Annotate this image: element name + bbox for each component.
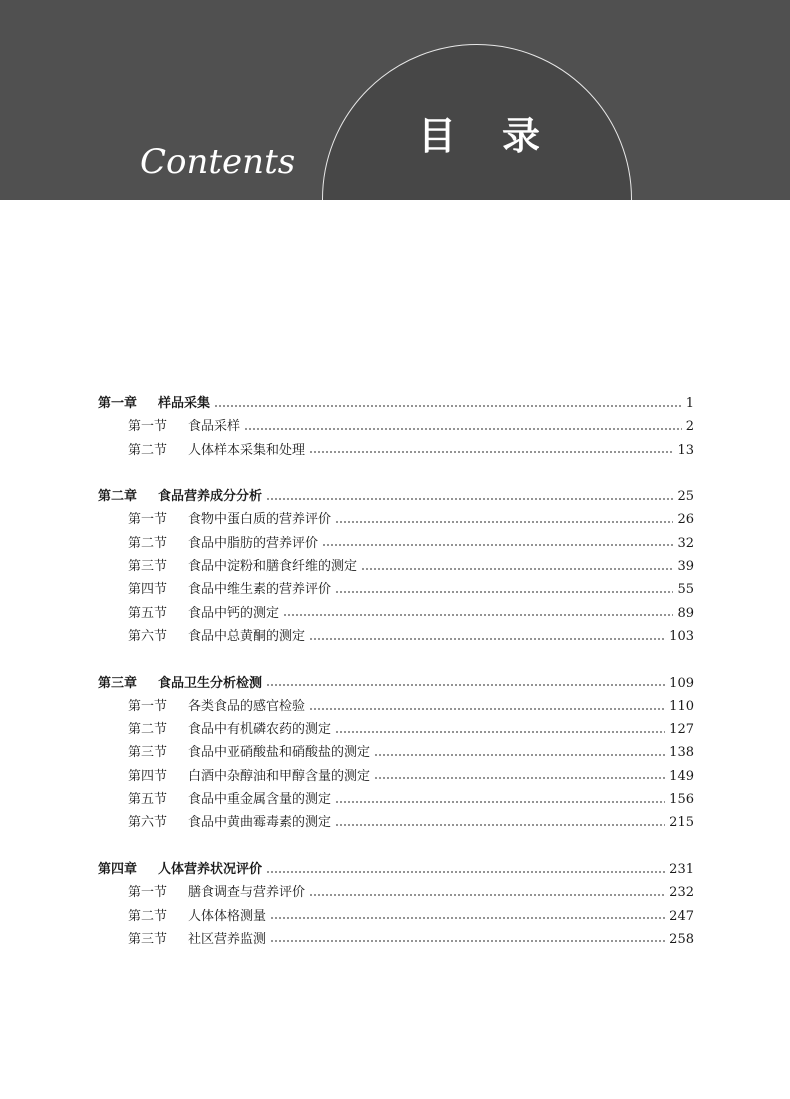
toc-section-entry-page-number: 55: [677, 582, 694, 598]
toc-section-entry-number: 第六节: [128, 815, 168, 831]
toc-chapter-entry[interactable]: [98, 392, 694, 415]
dot-leader: [266, 684, 665, 686]
toc-spacer: [98, 835, 694, 858]
toc-chapter-entry-page-number: 231: [669, 861, 694, 877]
toc-section-entry[interactable]: [98, 741, 694, 764]
toc-section-entry-title: 食品采样: [188, 419, 241, 435]
header-banner: [0, 0, 790, 200]
toc-section-entry-number: 第二节: [128, 722, 168, 738]
dot-leader: [309, 708, 665, 710]
toc-section-entry[interactable]: [98, 602, 694, 625]
toc-section-entry[interactable]: [98, 578, 694, 601]
toc-chapter-entry-page-number: 109: [669, 675, 694, 691]
dot-leader: [322, 544, 673, 546]
toc-section-entry-title: 食品中钙的测定: [188, 605, 280, 621]
toc-section-entry[interactable]: [98, 905, 694, 928]
toc-chapter-entry-title: 人体营养状况评价: [158, 861, 263, 877]
toc-section-entry-title: 食品中重金属含量的测定: [188, 792, 332, 808]
dot-leader: [309, 451, 673, 453]
toc-chapter-entry-number: 第一章: [98, 396, 138, 411]
toc-section-entry-page-number: 247: [669, 908, 694, 924]
toc-chapter-entry[interactable]: [98, 672, 694, 695]
toc-chapter-entry[interactable]: [98, 485, 694, 508]
toc-spacer: [98, 648, 694, 671]
toc-section-entry-page-number: 103: [669, 628, 694, 644]
dot-leader: [335, 591, 673, 593]
toc-section-entry-page-number: 232: [669, 885, 694, 901]
toc-section-entry-number: 第一节: [128, 512, 168, 528]
dot-leader: [283, 614, 673, 616]
toc-section-entry-number: 第二节: [128, 535, 168, 551]
page-title-english: Contents: [140, 142, 296, 182]
toc-spacer: [98, 462, 694, 485]
dot-leader: [374, 754, 665, 756]
dot-leader: [244, 428, 682, 430]
toc-section-entry[interactable]: [98, 788, 694, 811]
page-title-chinese: 目录: [418, 114, 587, 158]
toc-section-entry-title: 人体样本采集和处理: [188, 442, 306, 458]
toc-chapter-entry[interactable]: [98, 858, 694, 881]
toc-section-entry-number: 第四节: [128, 768, 168, 784]
toc-section-entry-number: 第五节: [128, 605, 168, 621]
toc-chapter-entry-number: 第四章: [98, 861, 138, 877]
toc-section-entry-page-number: 215: [669, 815, 694, 831]
toc-section-entry-title: 食品中淀粉和膳食纤维的测定: [188, 559, 358, 575]
toc-section-entry[interactable]: [98, 555, 694, 578]
toc-section-entry[interactable]: [98, 695, 694, 718]
toc-chapter-entry-page-number: 1: [685, 396, 694, 411]
toc-section-entry[interactable]: [98, 811, 694, 834]
toc-chapter-entry-title: 食品营养成分分析: [158, 489, 263, 505]
dot-leader: [270, 940, 665, 942]
toc-section-entry-title: 食品中总黄酮的测定: [188, 628, 306, 644]
toc-section-entry-title: 食物中蛋白质的营养评价: [188, 512, 332, 528]
toc-section-entry-page-number: 110: [669, 698, 694, 714]
toc-section-entry-title: 白酒中杂醇油和甲醇含量的测定: [188, 768, 371, 784]
toc-section-entry-number: 第三节: [128, 559, 168, 575]
toc-section-entry-number: 第三节: [128, 745, 168, 761]
toc-section-entry[interactable]: [98, 508, 694, 531]
dot-leader: [214, 405, 682, 407]
toc-section-entry-number: 第三节: [128, 931, 168, 947]
dot-leader: [335, 824, 665, 826]
toc-section-entry-title: 膳食调查与营养评价: [188, 885, 306, 901]
toc-chapter-entry-title: 食品卫生分析检测: [158, 675, 263, 691]
dot-leader: [266, 871, 665, 873]
toc-section-entry-number: 第二节: [128, 908, 168, 924]
toc-section-entry-number: 第二节: [128, 442, 168, 458]
toc-chapter-entry-number: 第二章: [98, 489, 138, 505]
toc-section-entry-title: 食品中黄曲霉毒素的测定: [188, 815, 332, 831]
toc-section-entry[interactable]: [98, 415, 694, 438]
toc-section-entry-number: 第一节: [128, 419, 168, 435]
toc-section-entry-page-number: 258: [669, 931, 694, 947]
toc-section-entry-page-number: 32: [677, 535, 694, 551]
toc-section-entry-page-number: 39: [677, 559, 694, 575]
toc-section-entry[interactable]: [98, 765, 694, 788]
toc-chapter-entry-number: 第三章: [98, 675, 138, 691]
toc-section-entry-number: 第一节: [128, 698, 168, 714]
toc-section-entry-page-number: 156: [669, 792, 694, 808]
toc-chapter-entry-page-number: 25: [677, 489, 694, 505]
dot-leader: [335, 801, 665, 803]
toc-section-entry-title: 食品中维生素的营养评价: [188, 582, 332, 598]
dot-leader: [335, 521, 673, 523]
toc-section-entry-title: 社区营养监测: [188, 931, 267, 947]
toc-section-entry[interactable]: [98, 718, 694, 741]
toc-section-entry-page-number: 149: [669, 768, 694, 784]
toc-section-entry[interactable]: [98, 625, 694, 648]
toc-section-entry-number: 第六节: [128, 628, 168, 644]
table-of-contents: [98, 392, 694, 951]
toc-section-entry-page-number: 89: [677, 605, 694, 621]
toc-section-entry-number: 第一节: [128, 885, 168, 901]
toc-section-entry-page-number: 2: [685, 419, 694, 435]
dot-leader: [266, 498, 673, 500]
dot-leader: [361, 568, 673, 570]
toc-section-entry-page-number: 26: [677, 512, 694, 528]
toc-section-entry-title: 人体体格测量: [188, 908, 267, 924]
toc-section-entry-title: 食品中脂肪的营养评价: [188, 535, 319, 551]
toc-section-entry[interactable]: [98, 439, 694, 462]
toc-section-entry-page-number: 138: [669, 745, 694, 761]
toc-section-entry[interactable]: [98, 532, 694, 555]
dot-leader: [309, 894, 665, 896]
toc-section-entry-number: 第五节: [128, 792, 168, 808]
dot-leader: [270, 917, 665, 919]
dot-leader: [374, 777, 665, 779]
toc-chapter-entry-title: 样品采集: [158, 396, 211, 411]
dot-leader: [309, 638, 665, 640]
toc-section-entry-title: 各类食品的感官检验: [188, 698, 306, 714]
toc-section-entry-page-number: 127: [669, 722, 694, 738]
dot-leader: [335, 731, 665, 733]
toc-section-entry-page-number: 13: [677, 442, 694, 458]
toc-section-entry-title: 食品中亚硝酸盐和硝酸盐的测定: [188, 745, 371, 761]
toc-section-entry-number: 第四节: [128, 582, 168, 598]
toc-section-entry[interactable]: [98, 881, 694, 904]
toc-section-entry-title: 食品中有机磷农药的测定: [188, 722, 332, 738]
toc-section-entry[interactable]: [98, 928, 694, 951]
